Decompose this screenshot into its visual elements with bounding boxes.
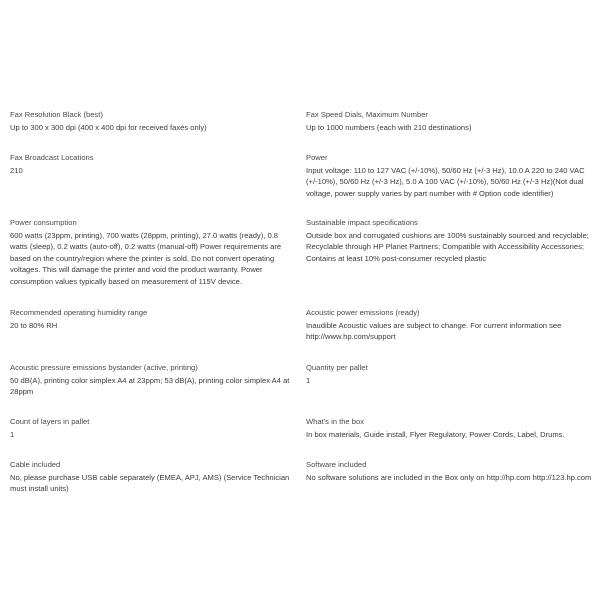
spec-value: 1 <box>10 429 15 439</box>
spec-label: What's in the box <box>306 417 365 426</box>
spec-label: Power <box>306 153 328 162</box>
spec-fax-broadcast-locations <box>10 152 295 176</box>
spec-label: Recommended operating humidity range <box>10 308 148 317</box>
spec-value: 600 watts (23ppm, printing), 700 watts (28ppm, printing), 27.0 watts (ready), 0.8 watts (sleep), 0.2 watts (auto-off), 0.2 watts (manual-off) Power requirements are based on the country/region where the printer is sold. Do not convert operating voltages. This will damage the printer and void the product warranty. Power consumption values typically based on measurement of 115V device. <box>10 230 282 286</box>
spec-acoustic-power <box>306 307 592 343</box>
spec-value: Inaudible Acoustic values are subject to change. For current information see http://www.hp.com/support <box>306 320 562 341</box>
spec-label: Fax Speed Dials, Maximum Number <box>306 110 428 119</box>
spec-value: 20 to 80% RH <box>10 320 58 330</box>
spec-value: 210 <box>10 165 23 175</box>
spec-label: Sustainable impact specifications <box>306 218 418 227</box>
spec-label: Count of layers in pallet <box>10 417 90 426</box>
spec-value: Up to 1000 numbers (each with 210 destinations) <box>306 122 472 132</box>
spec-value: No, please purchase USB cable separately (EMEA, APJ, AMS) (Service Technician must install units) <box>10 472 290 493</box>
spec-software-included <box>306 459 592 483</box>
spec-cable-included <box>10 459 295 495</box>
spec-quantity-per-pallet <box>306 362 592 386</box>
spec-power-consumption <box>10 217 295 287</box>
spec-sustainable-impact <box>306 217 592 264</box>
spec-fax-resolution-black <box>10 109 295 133</box>
spec-label: Power consumption <box>10 218 77 227</box>
spec-label: Software included <box>306 460 367 469</box>
spec-value: No software solutions are included in the Box only on http://hp.com http://123.hp.com <box>306 472 592 482</box>
spec-value: Up to 300 x 300 dpi (400 x 400 dpi for received faxes only) <box>10 122 207 132</box>
specs-column-right <box>306 0 592 600</box>
spec-label: Cable included <box>10 460 61 469</box>
spec-power <box>306 152 592 199</box>
spec-operating-humidity <box>10 307 295 331</box>
spec-value: In box materials, Guide install, Flyer Regulatory, Power Cords, Label, Drums. <box>306 429 565 439</box>
spec-value: 1 <box>306 375 311 385</box>
spec-value: Input voltage: 110 to 127 VAC (+/-10%), 50/60 Hz (+/-3 Hz), 10.0 A 220 to 240 VAC (+/-10%), 50/60 Hz (+/-3 Hz), 5.0 A 100 VAC (+/-10%), 50/60 Hz (+/-3 Hz)(Not dual voltage, power supply varies by part number with # Option code identifier) <box>306 165 585 198</box>
specs-column-left <box>10 0 295 600</box>
spec-label: Fax Resolution Black (best) <box>10 110 103 119</box>
spec-whats-in-the-box <box>306 416 592 440</box>
spec-fax-speed-dials <box>306 109 592 133</box>
spec-layers-in-pallet <box>10 416 295 440</box>
spec-acoustic-pressure <box>10 362 295 398</box>
spec-value: Outside box and corrugated cushions are 100% sustainably sourced and recyclable; Recyclable through HP Planet Partners; Compatible with Accessibility Accessories; Contains at least 10% post-consumer recycled plastic <box>306 230 589 263</box>
spec-label: Acoustic pressure emissions bystander (active, printing) <box>10 363 198 372</box>
spec-label: Quantity per pallet <box>306 363 368 372</box>
spec-label: Fax Broadcast Locations <box>10 153 94 162</box>
spec-value: 50 dB(A), printing color simplex A4 at 23ppm; 53 dB(A), printing color simplex A4 at 28ppm <box>10 375 290 396</box>
spec-label: Acoustic power emissions (ready) <box>306 308 420 317</box>
